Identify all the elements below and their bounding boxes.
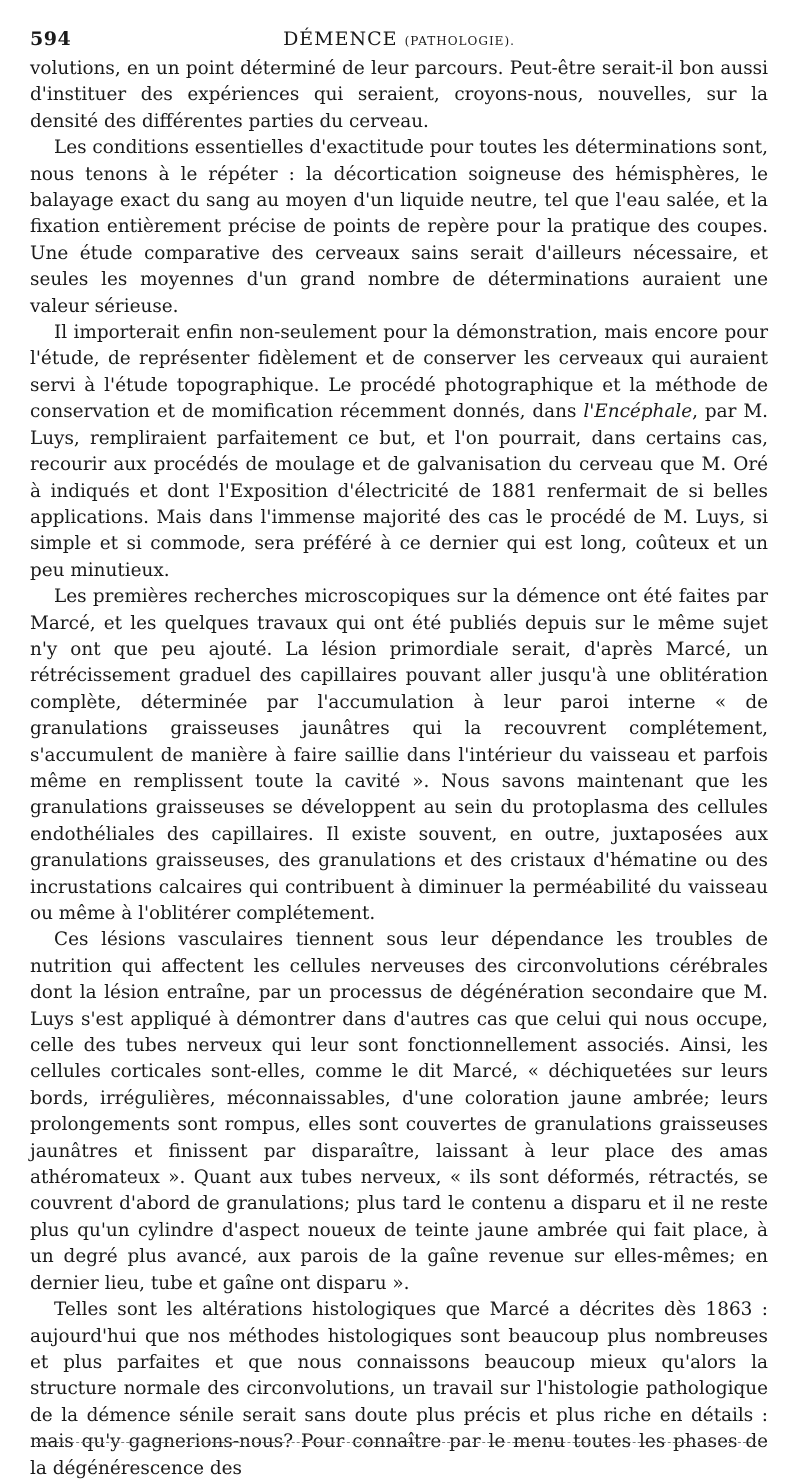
paragraph-microscopic-research: Les premières recherches microscopiques sur la démence ont été faites par Marcé, et les quelques travaux qui ont été publiés depuis sur le même sujet n'y ont que peu ajouté. La lésion primordiale serait, d'après Marcé, un rétrécissement graduel des capillaires pouvant aller jusqu'à une oblitération complète, déterminée par l'accumulation à leur paroi interne « de granulations graisseuses jaunâtres qui la recouvrent complétement, s'accumulent de manière à faire saillie dans l'intérieur du vaisseau et parfois même en remplissent toute la cavité ». Nous savons maintenant que les granulations graisseuses se développent au sein du protoplasma des cellules endothéliales des capillaires. Il existe souvent, en outre, juxtaposées aux granulations graisseuses, des granulations et des cristaux d'hématine ou des incrustations calcaires qui contribuent à diminuer la perméabilité du vaisseau ou même à l'oblitérer complétement.: [30, 586, 768, 924]
journal-title: l'Encéphale: [583, 401, 693, 423]
paragraph-continuation: volutions, en un point déterminé de leur parcours. Peut-être serait-il bon aussi d'instituer des expériences qui seraient, croyons-nous, nouvelles, sur la densité des différentes parties du cerveau.: [30, 58, 768, 132]
page: [30, 22, 768, 1482]
paragraph-conservation-part-1: Il importerait enfin non-seulement pour la démonstration, mais encore pour l'étude, de représenter fidèlement et de conserver les cerveaux qui auraient servi à l'étude topographique. Le procédé photographique et la méthode de conservation et de momification récemment donnés, dans: [30, 322, 768, 423]
paragraph-conditions: Les conditions essentielles d'exactitude pour toutes les déterminations sont, nous tenons à le répéter : la décortication soigneuse des hémisphères, le balayage exact du sang au moyen d'un liquide neutre, tel que l'eau salée, et la fixation entièrement précise de points de repère pour la pratique des coupes. Une étude comparative des cerveaux sains serait d'ailleurs nécessaire, et seules les moyennes d'un grand nombre de déterminations auraient une valeur sérieuse.: [30, 137, 768, 317]
page-number: 594: [30, 28, 72, 50]
paragraph-conservation: [30, 320, 768, 584]
running-title-main: DÉMENCE: [283, 28, 398, 50]
paragraph-vascular-lesions: Ces lésions vasculaires tiennent sous leur dépendance les troubles de nutrition qui affectent les cellules nerveuses des circonvolutions cérébrales dont la lésion entraîne, par un processus de dégénération secondaire que M. Luys s'est appliqué à démontrer dans d'autres cas que celui qui nous occupe, celle des tubes nerveux qui leur sont fonctionnellement associés. Ainsi, les cellules corticales sont-elles, comme le dit Marcé, « déchiquetées sur leurs bords, irrégulières, méconnaissables, d'une coloration jaune ambrée; leurs prolongements sont rompus, elles sont couvertes de granulations graisseuses jaunâtres et finissent par disparaître, laissant à leur place des amas athéromateux ». Quant aux tubes nerveux, « ils sont déformés, rétractés, se couvrent d'abord de granulations; plus tard le contenu a disparu et il ne reste plus qu'un cylindre d'aspect noueux de teinte jaune ambrée qui fait place, à un degré plus avancé, aux parois de la gaîne revenue sur elles-mêmes; en dernier lieu, tube et gaîne ont disparu ».: [30, 929, 768, 1294]
running-title: [30, 28, 768, 50]
running-title-sub: (PATHOLOGIE).: [404, 34, 515, 48]
running-header: [30, 22, 768, 56]
body-text: [30, 56, 768, 1482]
paragraph-histological-alterations: Telles sont les altérations histologiques que Marcé a décrites dès 1863 : aujourd'hui que nos méthodes histologiques sont beaucoup plus nombreuses et plus parfaites et que nous connaissons beaucoup mieux qu'alors la structure normale des circonvolutions, un travail sur l'histologie pathologique de la démence sénile serait sans doute plus précis et plus riche en détails : mais qu'y gagnerions-nous? Pour connaître par le menu toutes les phases de la dégénérescence des: [30, 1299, 768, 1479]
footer-rule: [36, 1442, 766, 1443]
paragraph-conservation-part-2: , par M. Luys, rempliraient parfaitement ce but, et l'on pourrait, dans certains cas, recourir aux procédés de moulage et de galvanisation du cerveau que M. Oré à indiqués et dont l'Exposition d'électricité de 1881 renfermait de si belles applications. Mais dans l'immense majorité des cas le procédé de M. Luys, si simple et si commode, sera préféré à ce dernier qui est long, coûteux et un peu minutieux.: [30, 401, 768, 581]
